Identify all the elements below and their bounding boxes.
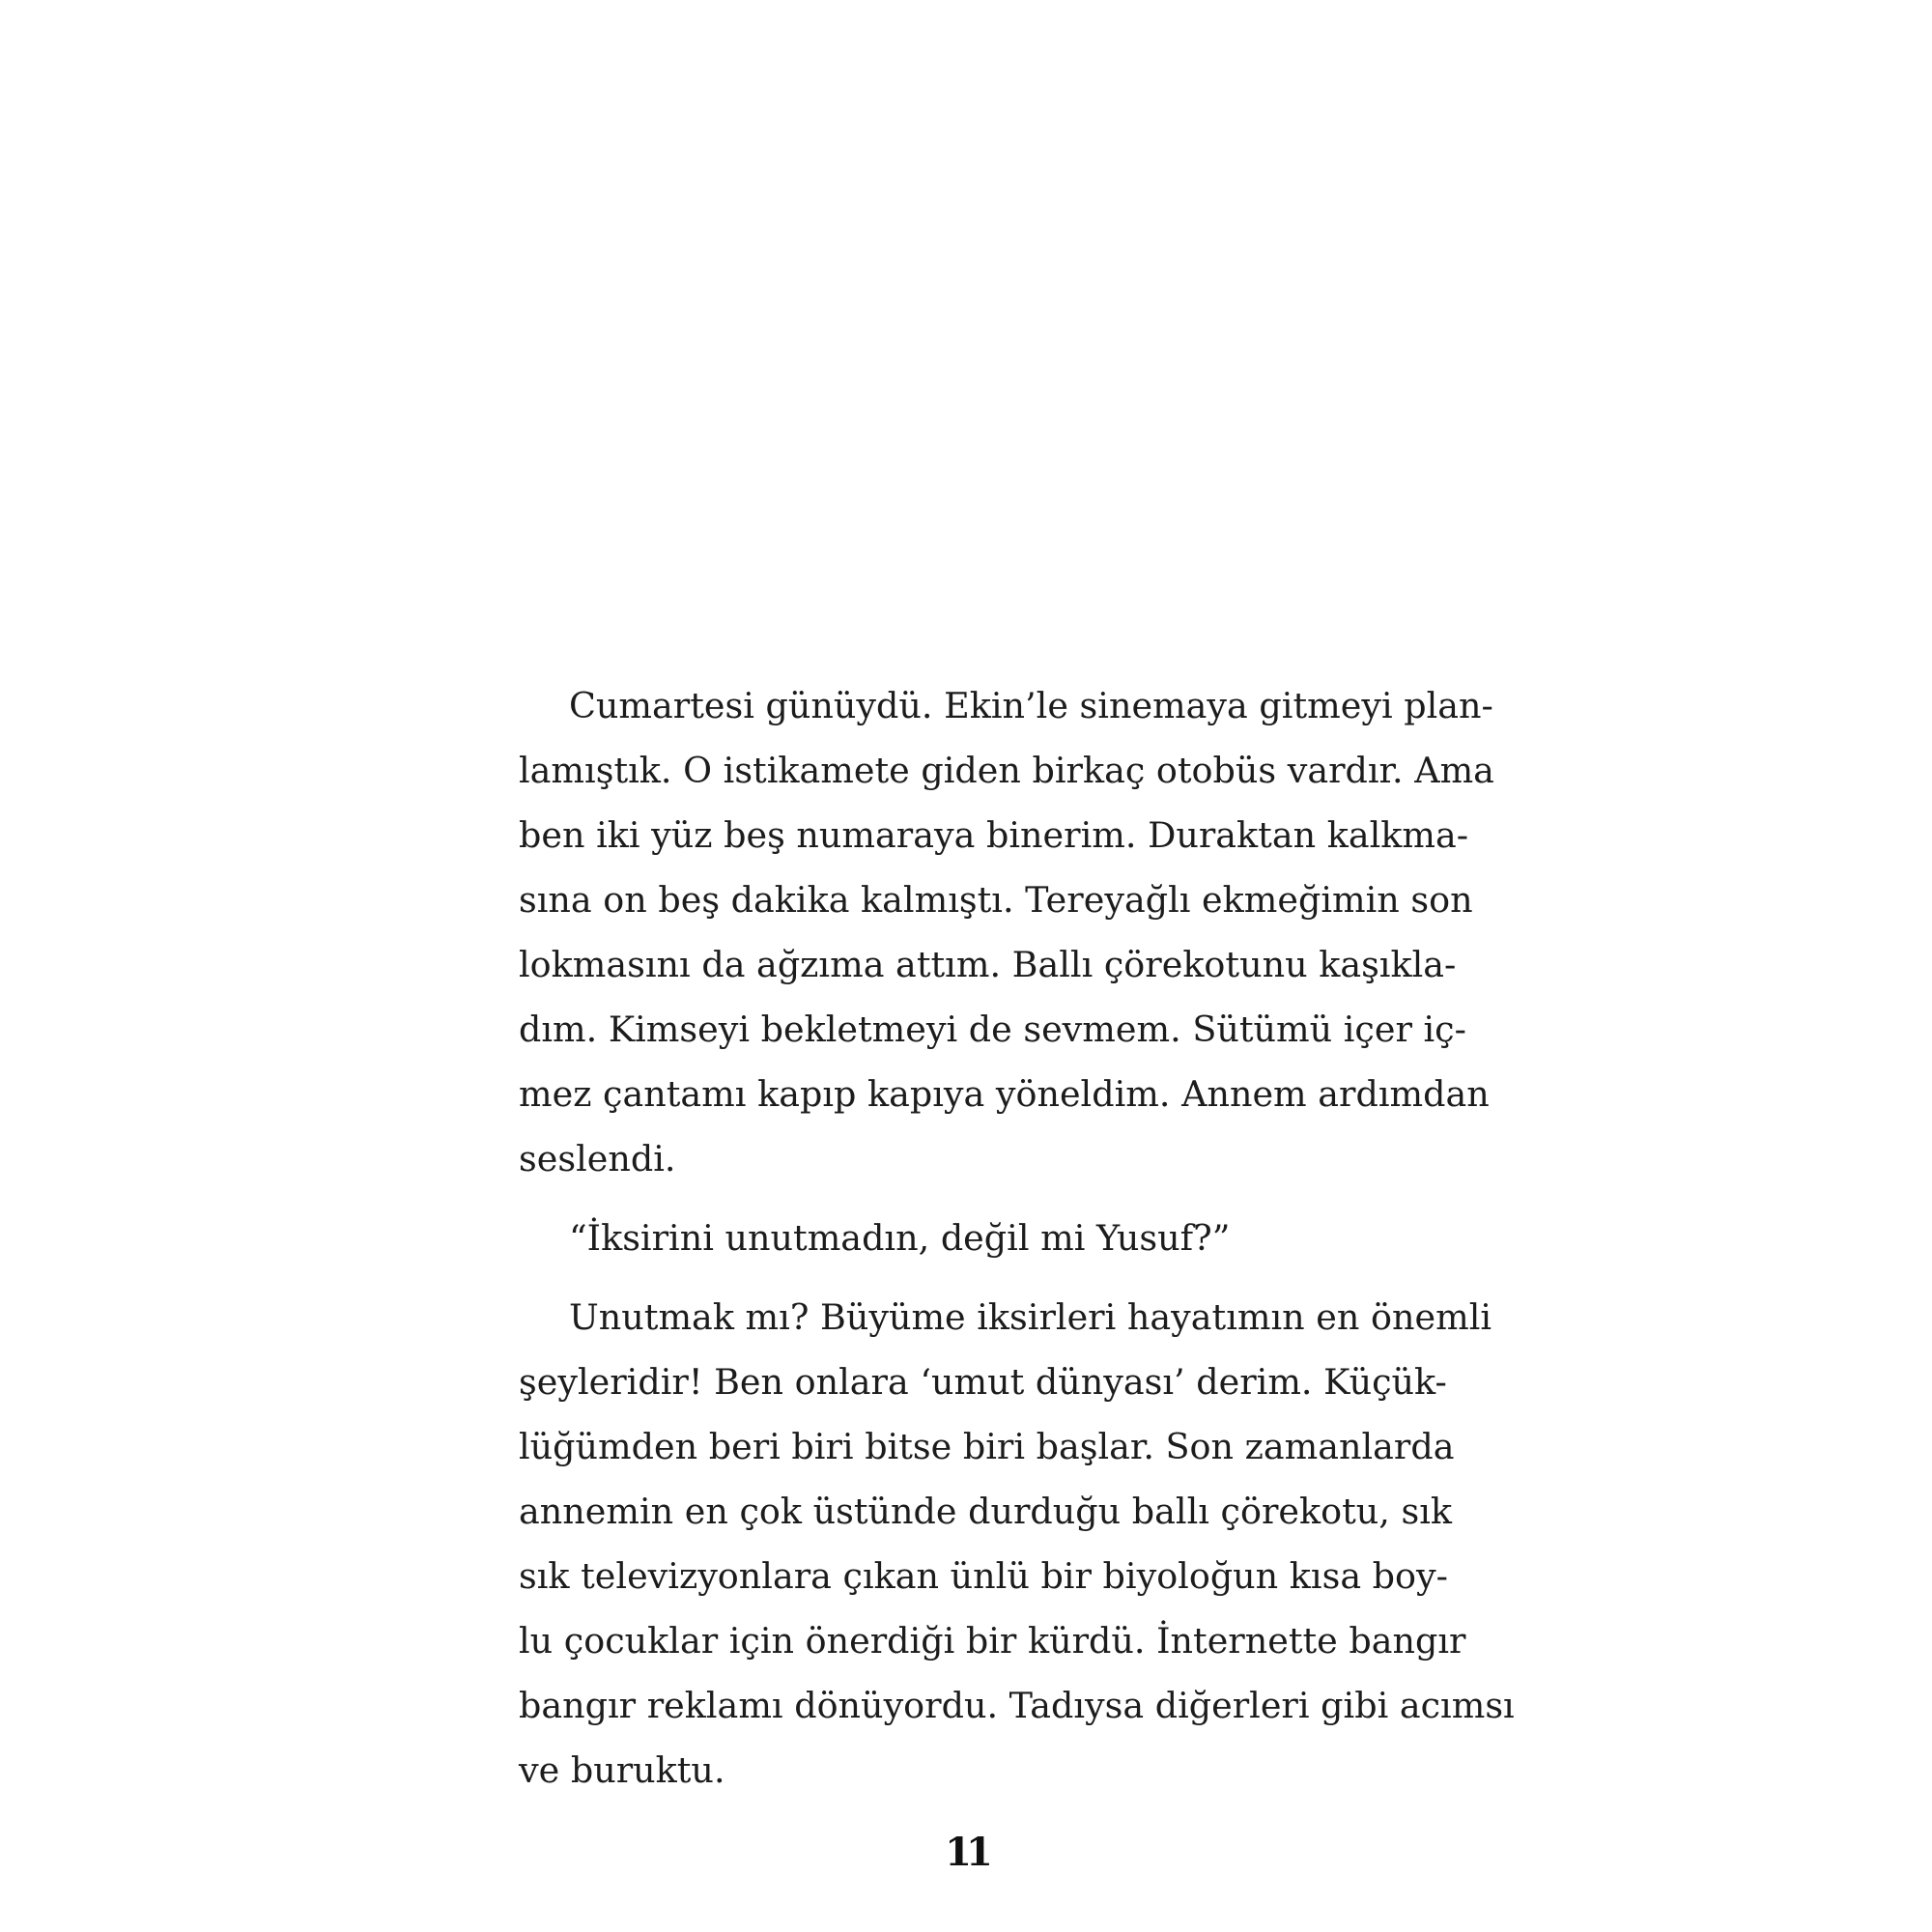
text-line: bangır reklamı dönüyordu. Tadıysa diğerleri gibi acımsı	[519, 1685, 1515, 1726]
body-text	[519, 673, 1515, 1803]
text-line: sık televizyonlara çıkan ünlü bir biyoloğun kısa boy-	[519, 1555, 1448, 1597]
text-line: dım. Kimseyi bekletmeyi de sevmem. Sütümü içer iç-	[519, 1009, 1466, 1050]
text-line: seslendi.	[519, 1138, 676, 1179]
text-line: Unutmak mı? Büyüme iksirleri hayatımın en önemli	[569, 1296, 1492, 1338]
text-line: “İksirini unutmadın, değil mi Yusuf?”	[569, 1217, 1231, 1259]
text-line: mez çantamı kapıp kapıya yöneldim. Annem ardımdan	[519, 1073, 1490, 1115]
text-line: lu çocuklar için önerdiği bir kürdü. İnternette bangır	[519, 1620, 1466, 1662]
text-line: sına on beş dakika kalmıştı. Tereyağlı ekmeğimin son	[519, 879, 1473, 921]
text-line: annemin en çok üstünde durduğu ballı çörekotu, sık	[519, 1491, 1452, 1532]
page-number: 11	[945, 1830, 987, 1875]
text-line: lokmasını da ağzıma attım. Ballı çörekotunu kaşıkla-	[519, 944, 1457, 985]
paragraph-2	[519, 1206, 1427, 1270]
text-line: lüğümden beri biri bitse biri başlar. Son zamanlarda	[519, 1426, 1455, 1467]
paragraph-spacer	[519, 1191, 1427, 1206]
text-line: ve buruktu.	[519, 1749, 725, 1791]
paragraph-spacer	[519, 1270, 1427, 1285]
text-line: şeyleridir! Ben onlara ‘umut dünyası’ derim. Küçük-	[519, 1361, 1447, 1403]
text-line: Cumartesi günüydü. Ekin’le sinemaya gitmeyi plan-	[569, 685, 1493, 726]
paragraph-3	[519, 1285, 1515, 1803]
text-line: lamıştık. O istikamete giden birkaç otobüs vardır. Ama	[519, 750, 1494, 791]
paragraph-1	[519, 673, 1494, 1191]
text-line: ben iki yüz beş numaraya binerim. Duraktan kalkma-	[519, 814, 1469, 856]
